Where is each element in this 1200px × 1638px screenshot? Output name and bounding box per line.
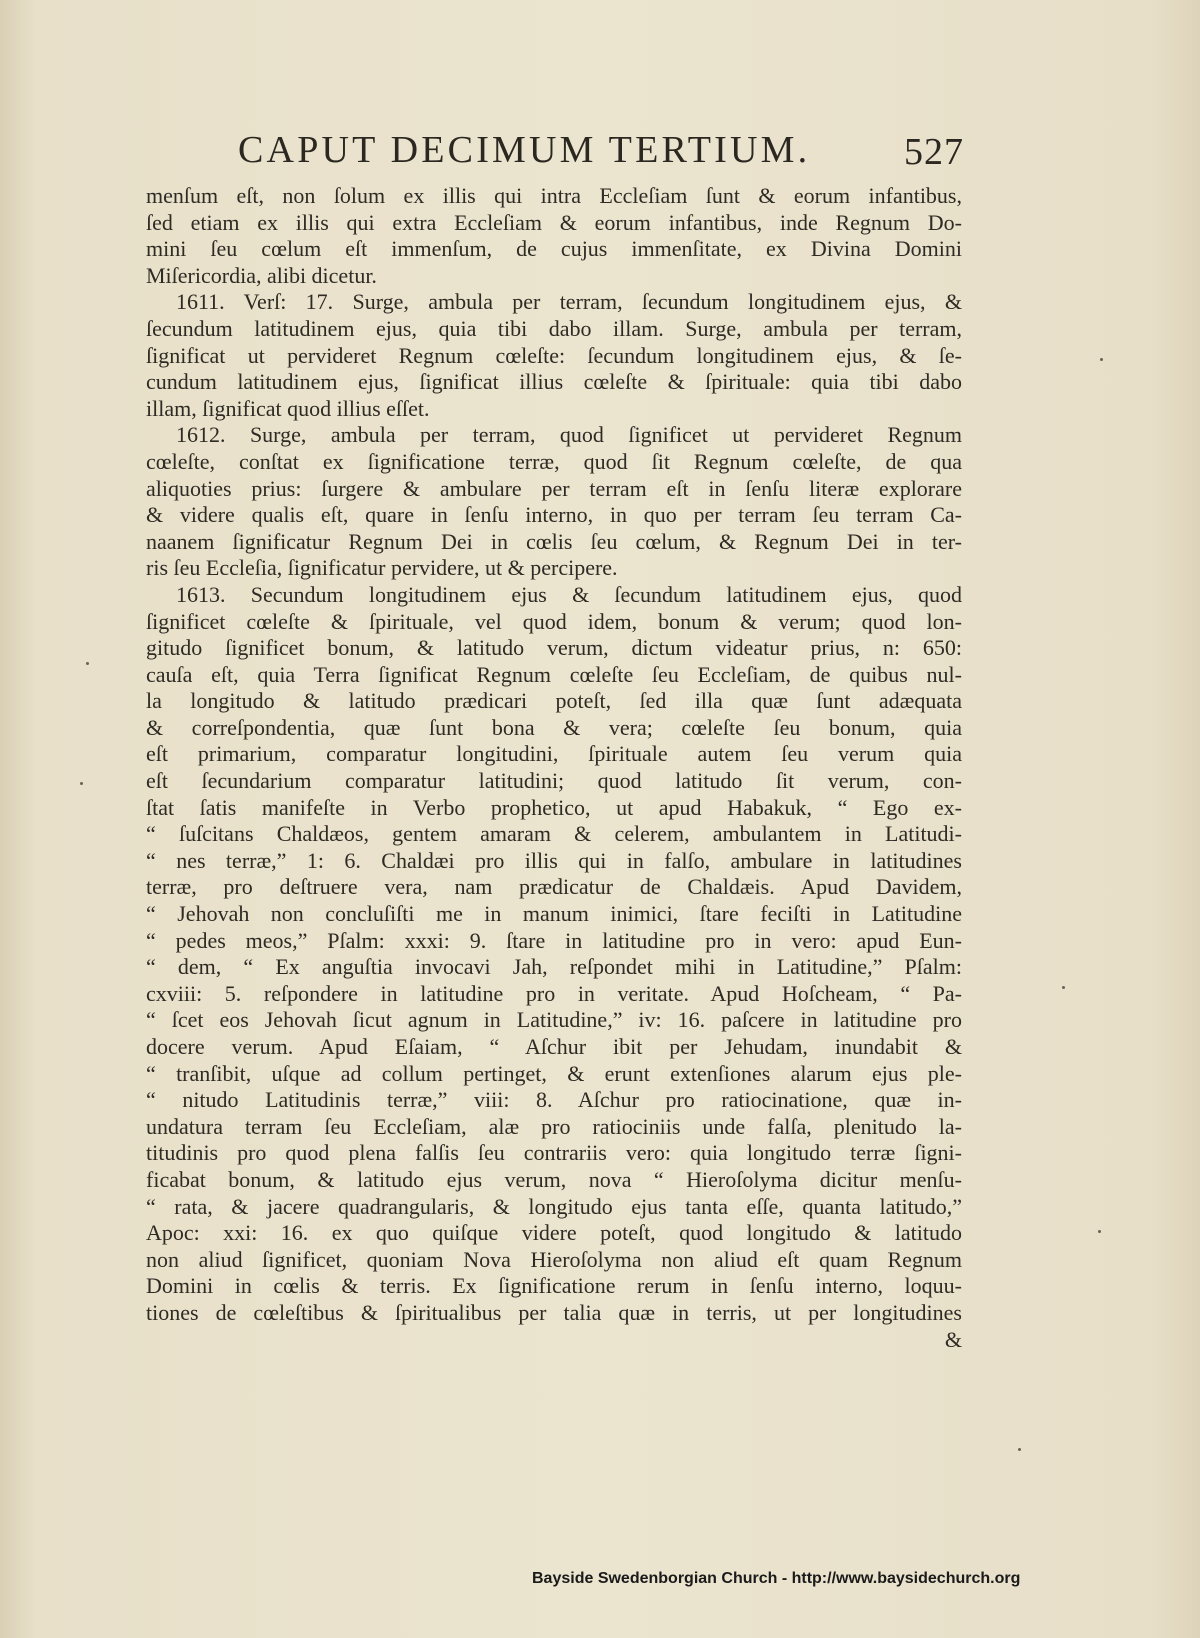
- text-line: la longitudo & latitudo prædicari poteſt, ſed illa quæ ſunt adæquata: [146, 688, 962, 714]
- text-line: 1611. Verſ: 17. Surge, ambula per terram, ſecundum longitudinem ejus, &: [176, 289, 962, 315]
- text-line: cauſa eſt, quia Terra ſignificat Regnum cœleſte ſeu Eccleſiam, de quibus nul-: [146, 661, 962, 687]
- text-line: ris ſeu Eccleſia, ſignificatur pervidere, ut & percipere.: [146, 555, 618, 581]
- text-line: “ nitudo Latitudinis terræ,” viii: 8. Aſchur pro ratiocinatione, quæ in-: [146, 1087, 962, 1113]
- page-speck: [80, 782, 83, 785]
- text-line: illam, ſignificat quod illius eſſet.: [146, 395, 430, 421]
- text-line: ſignificet cœleſte & ſpirituale, vel quod idem, bonum & verum; quod lon-: [146, 608, 962, 634]
- text-line: ſignificat ut pervideret Regnum cœleſte: ſecundum longitudinem ejus, & ſe-: [146, 342, 962, 368]
- text-line: eſt ſecundarium comparatur latitudini; quod latitudo ſit verum, con-: [146, 768, 962, 794]
- text-line: & videre qualis eſt, quare in ſenſu interno, in quo per terram ſeu terram Ca-: [146, 502, 962, 528]
- text-line: “ ſcet eos Jehovah ſicut agnum in Latitudine,” iv: 16. paſcere in latitudine pro: [146, 1007, 962, 1033]
- text-line: “ nes terræ,” 1: 6. Chaldæi pro illis qui in falſo, ambulare in latitudines: [146, 847, 962, 873]
- text-line: Miſericordia, alibi dicetur.: [146, 262, 377, 288]
- text-line: titudinis pro quod plena falſis ſeu contrariis vero: quia longitudo terræ ſigni-: [146, 1140, 962, 1166]
- text-line: Apoc: xxi: 16. ex quo quiſque videre poteſt, quod longitudo & latitudo: [146, 1220, 962, 1246]
- text-line: cundum latitudinem ejus, ſignificat illius cœleſte & ſpirituale: quia tibi dabo: [146, 369, 962, 395]
- text-line: “ pedes meos,” Pſalm: xxxi: 9. ſtare in latitudine pro in vero: apud Eun-: [146, 927, 962, 953]
- text-line: “ ſuſcitans Chaldæos, gentem amaram & celerem, ambulantem in Latitudi-: [146, 821, 962, 847]
- text-line: Domini in cœlis & terris. Ex ſignificatione rerum in ſenſu interno, loquu-: [146, 1273, 962, 1299]
- footer-credit: Bayside Swedenborgian Church - http://www.baysidechurch.org: [532, 1570, 1021, 1587]
- text-line: cxviii: 5. reſpondere in latitudine pro in veritate. Apud Hoſcheam, “ Pa-: [146, 980, 962, 1006]
- text-line: ſtat ſatis manifeſte in Verbo prophetico, ut apud Habakuk, “ Ego ex-: [146, 794, 962, 820]
- text-line: “ tranſibit, uſque ad collum pertinget, & erunt extenſiones alarum ejus ple-: [146, 1060, 962, 1086]
- text-line: 1612. Surge, ambula per terram, quod ſignificet ut pervideret Regnum: [176, 422, 962, 448]
- text-line: aliquoties prius: ſurgere & ambulare per terram eſt in ſenſu literæ explorare: [146, 475, 962, 501]
- page-speck: [1062, 986, 1065, 989]
- page-speck: [1098, 1230, 1101, 1233]
- catchword: &: [944, 1326, 962, 1352]
- text-line: non aliud ſignificet, quoniam Nova Hieroſolyma non aliud eſt quam Regnum: [146, 1246, 962, 1272]
- text-line: terræ, pro deſtruere vera, nam prædicatur de Chaldæis. Apud Davidem,: [146, 874, 962, 900]
- body-text: [146, 183, 962, 1353]
- chapter-title: CAPUT DECIMUM TERTIUM.: [238, 129, 811, 171]
- running-head: [238, 128, 978, 178]
- page-number: 527: [904, 131, 964, 173]
- text-line: “ Jehovah non concluſiſti me in manum inimici, ſtare feciſti in Latitudine: [146, 901, 962, 927]
- text-line: cœleſte, conſtat ex ſignificatione terræ, quod ſit Regnum cœleſte, de qua: [146, 448, 962, 474]
- text-line: “ dem, “ Ex anguſtia invocavi Jah, reſpondet mihi in Latitudine,” Pſalm:: [146, 954, 962, 980]
- page-speck: [1100, 358, 1103, 361]
- page-speck: [86, 662, 89, 665]
- text-line: menſum eſt, non ſolum ex illis qui intra Eccleſiam ſunt & eorum infantibus,: [146, 183, 962, 208]
- text-line: tiones de cœleſtibus & ſpiritualibus per talia quæ in terris, ut per longitudines: [146, 1299, 962, 1325]
- text-line: & correſpondentia, quæ ſunt bona & vera; cœleſte ſeu bonum, quia: [146, 714, 962, 740]
- text-line: gitudo ſignificet bonum, & latitudo verum, dictum videatur prius, n: 650:: [146, 635, 962, 661]
- text-line: ficabat bonum, & latitudo ejus verum, nova “ Hieroſolyma dicitur menſu-: [146, 1166, 962, 1192]
- page-speck: [1018, 1448, 1021, 1451]
- text-line: undatura terram ſeu Eccleſiam, alæ pro ratiociniis unde falſa, plenitudo la-: [146, 1113, 962, 1139]
- text-line: naanem ſignificatur Regnum Dei in cœlis ſeu cœlum, & Regnum Dei in ter-: [146, 528, 962, 554]
- text-line: 1613. Secundum longitudinem ejus & ſecundum latitudinem ejus, quod: [176, 581, 962, 607]
- text-line: ſecundum latitudinem ejus, quia tibi dabo illam. Surge, ambula per terram,: [146, 315, 962, 341]
- text-line: mini ſeu cœlum eſt immenſum, de cujus immenſitate, ex Divina Domini: [146, 236, 962, 262]
- text-line: “ rata, & jacere quadrangularis, & longitudo ejus tanta eſſe, quanta latitudo,”: [146, 1193, 962, 1219]
- text-line: ſed etiam ex illis qui extra Eccleſiam & eorum infantibus, inde Regnum Do-: [146, 209, 962, 235]
- text-line: docere verum. Apud Eſaiam, “ Aſchur ibit per Jehudam, inundabit &: [146, 1034, 962, 1059]
- text-line: eſt primarium, comparatur longitudini, ſpirituale autem ſeu verum quia: [146, 741, 962, 767]
